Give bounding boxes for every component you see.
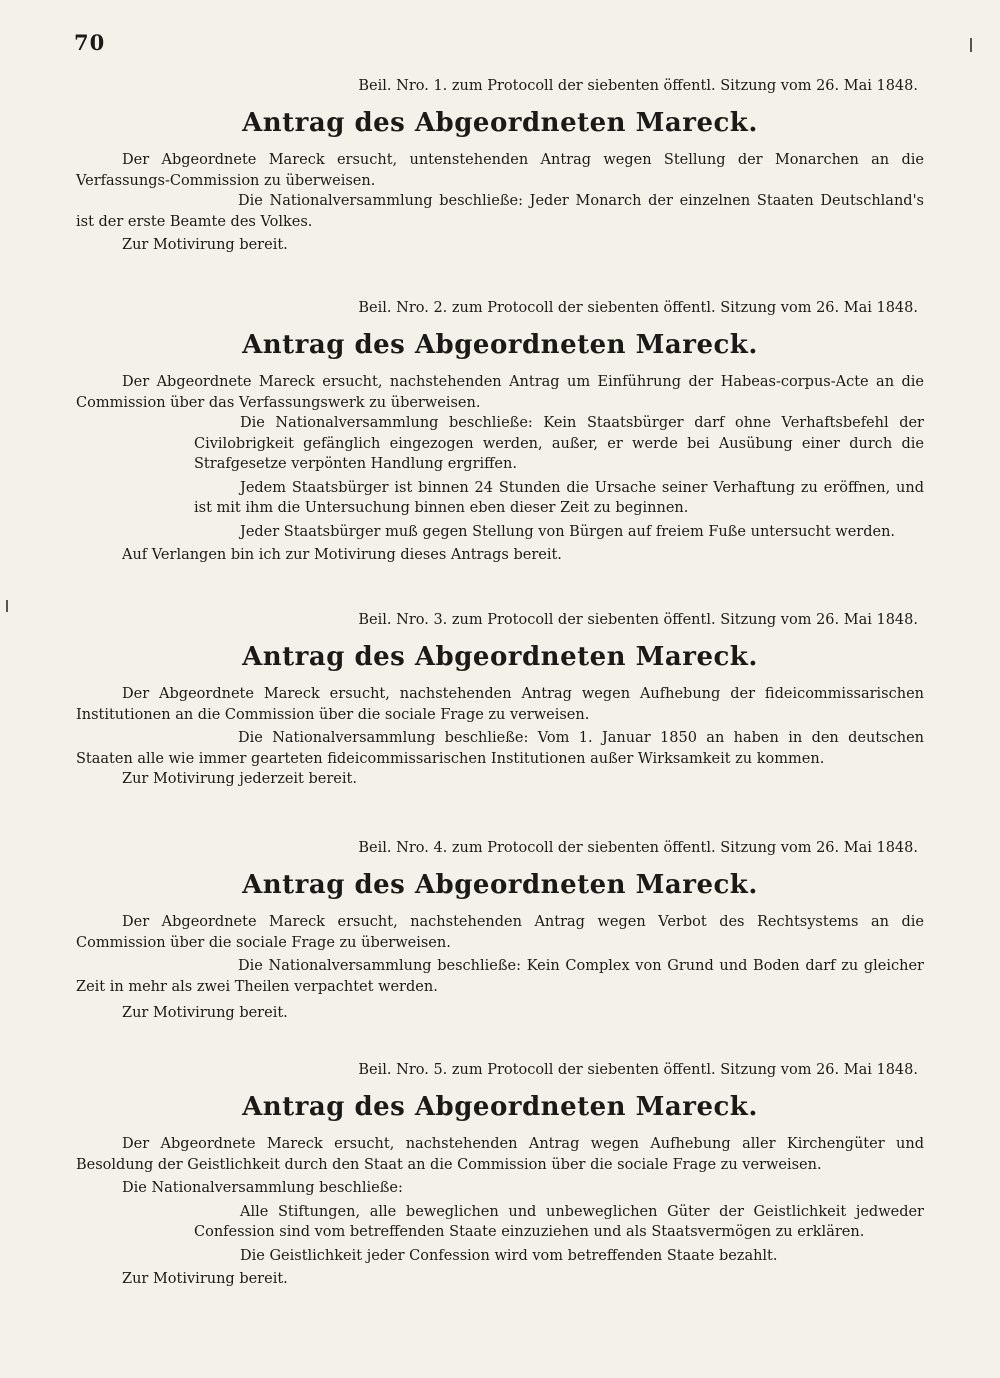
motion-resolution: Die Nationalversammlung beschließe: Kein Staatsbürger darf ohne Verhaftsbefehl der Civilobrigkeit gefänglich eingezogen werden, außer, er werde bei Ausübung einer durch die Strafgesetze verpönten Handlung ergriffen. bbox=[194, 415, 924, 472]
motion-clause: Alle Stiftungen, alle beweglichen und unbeweglichen Güter der Geistlichkeit jedweder Confession sind vom betreffenden Staate einzuziehen und als Staatsvermögen zu erklären. bbox=[194, 1203, 924, 1240]
motion-request: Der Abgeordnete Mareck ersucht, nachstehenden Antrag wegen Aufhebung aller Kirchengüter und Besoldung der Geistlichkeit durch den Staat an die Commission über die sociale Frage zu verweisen. bbox=[76, 1136, 924, 1173]
motion-clause: Die Geistlichkeit jeder Confession wird vom betreffenden Staate bezahlt. bbox=[240, 1247, 778, 1264]
motion-section-3 bbox=[76, 610, 924, 790]
motion-resolution: Die Nationalversammlung beschließe: Vom 1. Januar 1850 an haben in den deutschen Staaten alle wie immer gearteten fideicommissarischen Institutionen außer Wirksamkeit zu kommen. bbox=[76, 730, 924, 767]
motion-request: Der Abgeordnete Mareck ersucht, nachstehenden Antrag um Einführung der Habeas-corpus-Acte an die Commission über das Verfassungswerk zu überweisen. bbox=[76, 374, 924, 411]
appendix-reference: Beil. Nro. 3. zum Protocoll der siebenten öffentl. Sitzung vom 26. Mai 1848. bbox=[358, 612, 918, 628]
motion-resolution: Die Nationalversammlung beschließe: Jeder Monarch der einzelnen Staaten Deutschland's ist der erste Beamte des Volkes. bbox=[76, 193, 924, 230]
motion-title: Antrag des Abgeordneten Mareck. bbox=[242, 330, 758, 360]
motion-title: Antrag des Abgeordneten Mareck. bbox=[242, 642, 758, 672]
motion-title: Antrag des Abgeordneten Mareck. bbox=[242, 108, 758, 138]
motion-clause: Jedem Staatsbürger ist binnen 24 Stunden die Ursache seiner Verhaftung zu eröffnen, und ist mit ihm die Untersuchung binnen eben dieser Zeit zu beginnen. bbox=[194, 479, 924, 516]
motion-resolution-intro: Die Nationalversammlung beschließe: bbox=[122, 1180, 403, 1196]
motion-section-2 bbox=[76, 298, 924, 566]
appendix-reference: Beil. Nro. 5. zum Protocoll der siebenten öffentl. Sitzung vom 26. Mai 1848. bbox=[358, 1062, 918, 1078]
motion-title: Antrag des Abgeordneten Mareck. bbox=[242, 1092, 758, 1122]
motion-closing: Zur Motivirung bereit. bbox=[122, 237, 288, 253]
motion-section-5 bbox=[76, 1060, 924, 1290]
motion-request: Der Abgeordnete Mareck ersucht, nachstehenden Antrag wegen Aufhebung der fideicommissarischen Institutionen an die Commission über die sociale Frage zu verweisen. bbox=[76, 686, 924, 723]
motion-clause: Jeder Staatsbürger muß gegen Stellung von Bürgen auf freiem Fuße untersucht werden. bbox=[240, 523, 896, 540]
scan-margin-mark bbox=[6, 600, 8, 612]
appendix-reference: Beil. Nro. 1. zum Protocoll der siebenten öffentl. Sitzung vom 26. Mai 1848. bbox=[358, 78, 918, 94]
motion-request: Der Abgeordnete Mareck ersucht, untenstehenden Antrag wegen Stellung der Monarchen an die Verfassungs-Commission zu überweisen. bbox=[76, 152, 924, 189]
motion-closing: Zur Motivirung bereit. bbox=[122, 1005, 288, 1021]
scan-margin-mark bbox=[970, 38, 972, 52]
motion-closing: Auf Verlangen bin ich zur Motivirung dieses Antrags bereit. bbox=[122, 547, 562, 563]
motion-request: Der Abgeordnete Mareck ersucht, nachstehenden Antrag wegen Verbot des Rechtsystems an die Commission über die sociale Frage zu überweisen. bbox=[76, 914, 924, 951]
appendix-reference: Beil. Nro. 4. zum Protocoll der siebenten öffentl. Sitzung vom 26. Mai 1848. bbox=[358, 840, 918, 856]
motion-section-4 bbox=[76, 838, 924, 1024]
motion-title: Antrag des Abgeordneten Mareck. bbox=[242, 870, 758, 900]
motion-section-1 bbox=[76, 76, 924, 256]
motion-resolution: Die Nationalversammlung beschließe: Kein Complex von Grund und Boden darf zu gleicher Zeit in mehr als zwei Theilen verpachtet werden. bbox=[76, 958, 924, 995]
motion-closing: Zur Motivirung jederzeit bereit. bbox=[122, 771, 357, 787]
motion-closing: Zur Motivirung bereit. bbox=[122, 1271, 288, 1287]
appendix-reference: Beil. Nro. 2. zum Protocoll der siebenten öffentl. Sitzung vom 26. Mai 1848. bbox=[358, 300, 918, 316]
page-number: 70 bbox=[74, 30, 106, 55]
